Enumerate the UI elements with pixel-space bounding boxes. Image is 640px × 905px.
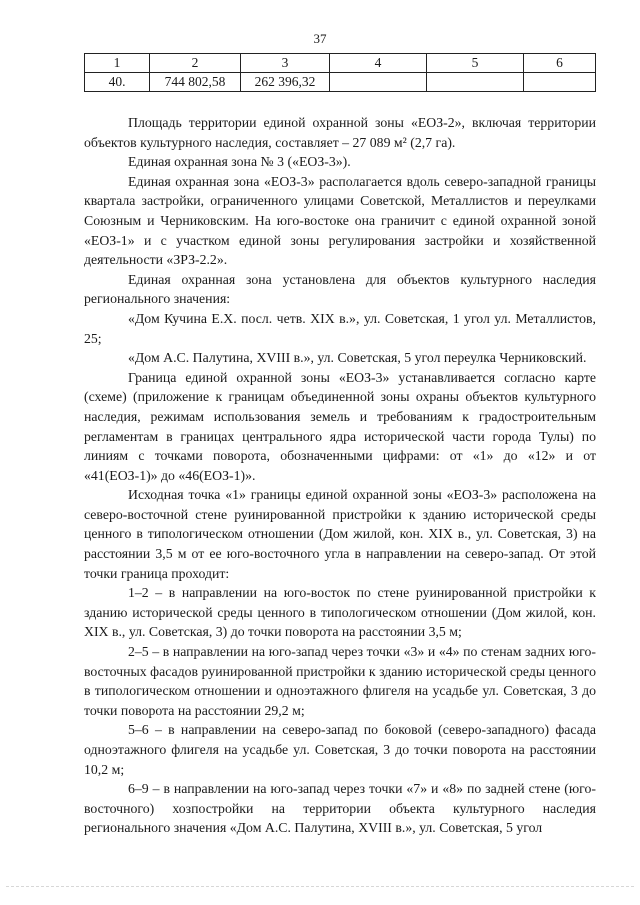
paragraph-segment-5-6: 5–6 – в направлении на северо-запад по боковой (северо-западного) фасада одноэтажного флигеля на усадьбе ул. Советская, 3 до точки поворота на расстоянии 10,2 м; (84, 722, 596, 777)
paragraph-zone-heading: Единая охранная зона № 3 («ЕОЗ-3»). (128, 154, 351, 170)
coordinates-table (84, 53, 596, 92)
paragraph-area: Площадь территории единой охранной зоны «ЕОЗ-2», включая территории объектов культурного наследия, составляет – 27 089 м² (2,7 га). (84, 115, 596, 150)
paragraph-segment-6-9: 6–9 – в направлении на юго-запад через точки «7» и «8» по задней стене (юго-восточного) хозпостройки на территории объекта культурного наследия регионального значения «Дом А.С. Палутина, XVIII в.», ул. Советская, 5 угол (84, 781, 596, 836)
table-header-cell: 6 (524, 54, 596, 73)
paragraph-object-2: «Дом А.С. Палутина, XVIII в.», ул. Советская, 5 угол переулка Черниковский. (128, 350, 587, 366)
paragraph-segment-2-5: 2–5 – в направлении на юго-запад через точки «3» и «4» по стенам задних юго-восточных фасадов руинированной пристройки к зданию исторической среды ценного в типологическом отношении и одноэтажного флигеля на усадьбе ул. Советская, 3 до точки поворота на расстоянии 29,2 м; (84, 644, 596, 718)
table-header-cell: 3 (241, 54, 330, 73)
table-header-cell: 1 (85, 54, 150, 73)
paragraph-start-point: Исходная точка «1» границы единой охранной зоны «ЕОЗ-3» расположена на северо-восточной стене руинированной пристройки к зданию исторической среды ценного в типологическом отношении (Дом жилой, кон. XIX в., ул. Советская, 3) на расстоянии 3,5 м от ее юго-восточного угла в направлении на северо-запад. От этой точки граница проходит: (84, 487, 596, 581)
table-cell (330, 73, 427, 92)
table-header-cell: 4 (330, 54, 427, 73)
table-cell (524, 73, 596, 92)
paragraph-objects-intro: Единая охранная зона установлена для объектов культурного наследия регионального значения: (84, 271, 596, 307)
scan-bottom-rule (6, 886, 634, 887)
document-body (84, 113, 596, 838)
page-number: 37 (313, 31, 327, 46)
paragraph-zone-location: Единая охранная зона «ЕОЗ-3» располагается вдоль северо-западной границы квартала застройки, ограниченного улицами Советской, Металлистов и переулками Союзным и Черниковским. На юго-востоке она граничит с единой охранной зоной «ЕОЗ-1» и с участком единой зоны регулирования застройки и хозяйственной деятельности «ЗРЗ-2.2». (84, 173, 596, 268)
table-header-cell: 5 (427, 54, 524, 73)
paragraph-boundary: Граница единой охранной зоны «ЕОЗ-3» устанавливается согласно карте (схеме) (приложение к границам объединенной зоны охраны объектов культурного наследия, режимам использования земель и требованиям к градостроительным регламентам в границах центрального ядра исторической части города Тулы) по линиям с точками поворота, обозначенными цифрами: от «1» до «12» и от «41(ЕОЗ-1)» до «46(ЕОЗ-1)». (84, 369, 596, 483)
table-cell (427, 73, 524, 92)
paragraph-segment-1-2: 1–2 – в направлении на юго-восток по стене руинированной пристройки к зданию исторической среды ценного в типологическом отношении (Дом жилой, кон. XIX в., ул. Советская, 3) до точки поворота на расстоянии 3,5 м; (84, 585, 596, 640)
table-cell-number: 40. (85, 73, 150, 92)
paragraph-object-1: «Дом Кучина Е.Х. посл. четв. XIX в.», ул. Советская, 1 угол ул. Металлистов, 25; (84, 310, 596, 346)
table-row (85, 73, 596, 92)
table-header-cell: 2 (150, 54, 241, 73)
table-cell-y: 262 396,32 (241, 73, 330, 92)
table-header-row (85, 54, 596, 73)
table-cell-x: 744 802,58 (150, 73, 241, 92)
